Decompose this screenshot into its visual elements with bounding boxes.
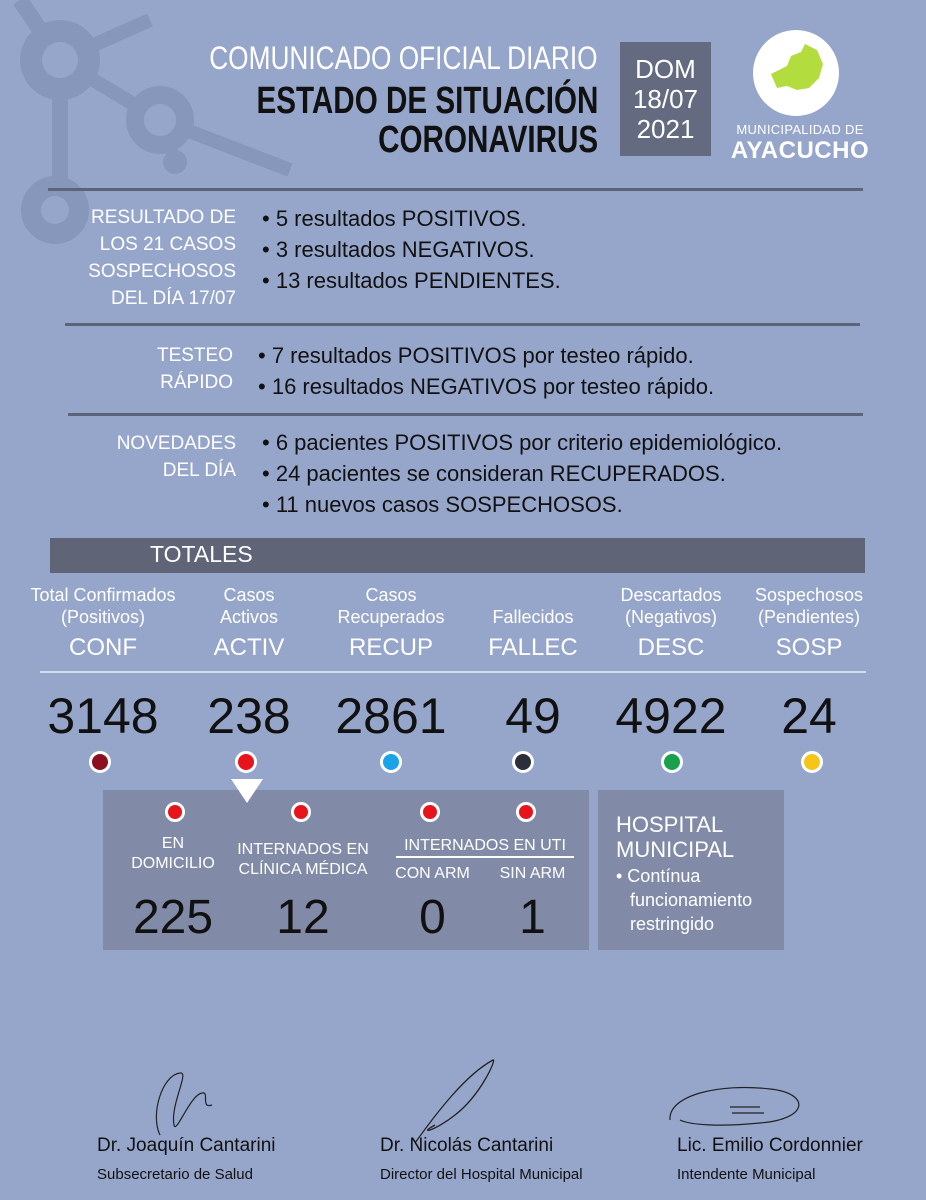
col-label-fallec: Fallecidos [492,607,574,627]
red-dot-icon [291,802,311,822]
label-con-arm: CON ARM [395,865,470,882]
value-fallec: 49 [505,688,561,744]
value-desc: 4922 [615,688,727,744]
red-dot-icon [516,802,536,822]
label-internados-uti: INTERNADOS EN UTI [404,837,566,854]
col-label-desc: Descartados (Negativos) [620,585,722,627]
divider [396,856,574,858]
section-label-testeo: TESTEO RÁPIDO [156,345,233,393]
red-dot-icon [420,802,440,822]
col-code-desc: DESC [637,634,705,661]
list-item: • 24 pacientes se consideran RECUPERADOS. [262,458,782,489]
red-dot-icon [165,802,185,822]
list-item: • 5 resultados POSITIVOS. [262,203,561,234]
col-label-sosp: Sospechosos (Pendientes) [754,585,864,627]
date-box [620,42,711,156]
header-line-3: CORONAVIRUS [377,119,598,161]
header-line-1: COMUNICADO OFICIAL DIARIO [209,40,598,76]
list-item: • 11 nuevos casos SOSPECHOSOS. [262,489,782,520]
divider [40,671,866,673]
value-clinica-medica: 12 [276,891,330,944]
date-daymonth: 18/07 [632,84,699,114]
divider [65,323,860,326]
municipality-logo [753,30,839,116]
signature-role-1: Subsecretario de Salud [97,1166,253,1183]
section-list-resultados [262,203,561,296]
divider [68,413,863,416]
status-dot-conf-icon [89,751,111,773]
value-recup: 2861 [335,688,447,744]
date-day: DOM [635,54,696,84]
value-con-arm: 0 [419,891,446,944]
col-code-activ: ACTIV [213,634,285,661]
list-item: • 13 resultados PENDIENTES. [262,265,561,296]
col-label-activ: Casos Activos [219,585,279,627]
value-sosp: 24 [781,688,837,744]
divider [48,188,863,191]
status-dot-sosp-icon [801,751,823,773]
col-code-recup: RECUP [348,634,433,661]
signature-1-icon [140,1065,220,1145]
totals-title: TOTALES [150,541,253,567]
signature-role-3: Intendente Municipal [677,1166,816,1183]
signature-name-3: Lic. Emilio Cordonnier [677,1135,863,1156]
list-item: • 16 resultados NEGATIVOS por testeo rápido. [258,371,714,402]
list-item: • 3 resultados NEGATIVOS. [262,234,561,265]
signature-3-icon [660,1075,820,1135]
status-dot-activ-icon [235,751,257,773]
signature-role-2: Director del Hospital Municipal [380,1166,583,1183]
header-line-2: ESTADO DE SITUACIÓN [256,80,598,122]
status-dot-desc-icon [661,751,683,773]
status-dot-fallec-icon [512,751,534,773]
value-sin-arm: 1 [519,891,546,944]
col-code-fallec: FALLEC [488,634,578,661]
label-sin-arm: SIN ARM [499,865,566,882]
list-item: • 6 pacientes POSITIVOS por criterio epidemiológico. [262,427,782,458]
section-list-testeo [258,340,714,402]
logo-text-line-2: AYACUCHO [730,137,870,164]
value-conf: 3148 [47,688,159,744]
label-clinica-medica: INTERNADOS EN CLÍNICA MÉDICA [237,841,369,878]
value-activ: 238 [207,688,291,744]
section-list-novedades [262,427,782,520]
section-label-resultados: RESULTADO DE LOS 21 CASOS SOSPECHOSOS DEL DÍA 17/07 [88,207,236,309]
logo-text-line-1: MUNICIPALIDAD DE [736,122,864,137]
pointer-triangle-icon [231,779,263,805]
hospital-status: • Contínua funcionamiento restringido [616,866,753,934]
hospital-title: HOSPITAL MUNICIPAL [616,812,735,862]
date-year: 2021 [636,114,695,144]
value-en-domicilio: 225 [132,891,214,944]
signature-name-2: Dr. Nicolás Cantarini [380,1135,554,1156]
col-label-conf: Total Confirmados (Positivos) [30,585,176,627]
section-label-novedades: NOVEDADES DEL DÍA [116,433,236,481]
col-label-recup: Casos Recuperados [337,585,445,627]
label-en-domicilio: EN DOMICILIO [131,835,215,872]
col-code-conf: CONF [69,634,137,661]
col-code-sosp: SOSP [775,634,843,661]
signature-name-1: Dr. Joaquín Cantarini [97,1135,276,1156]
municipality-logo-icon [753,30,839,116]
status-dot-recup-icon [380,751,402,773]
list-item: • 7 resultados POSITIVOS por testeo rápido. [258,340,714,371]
